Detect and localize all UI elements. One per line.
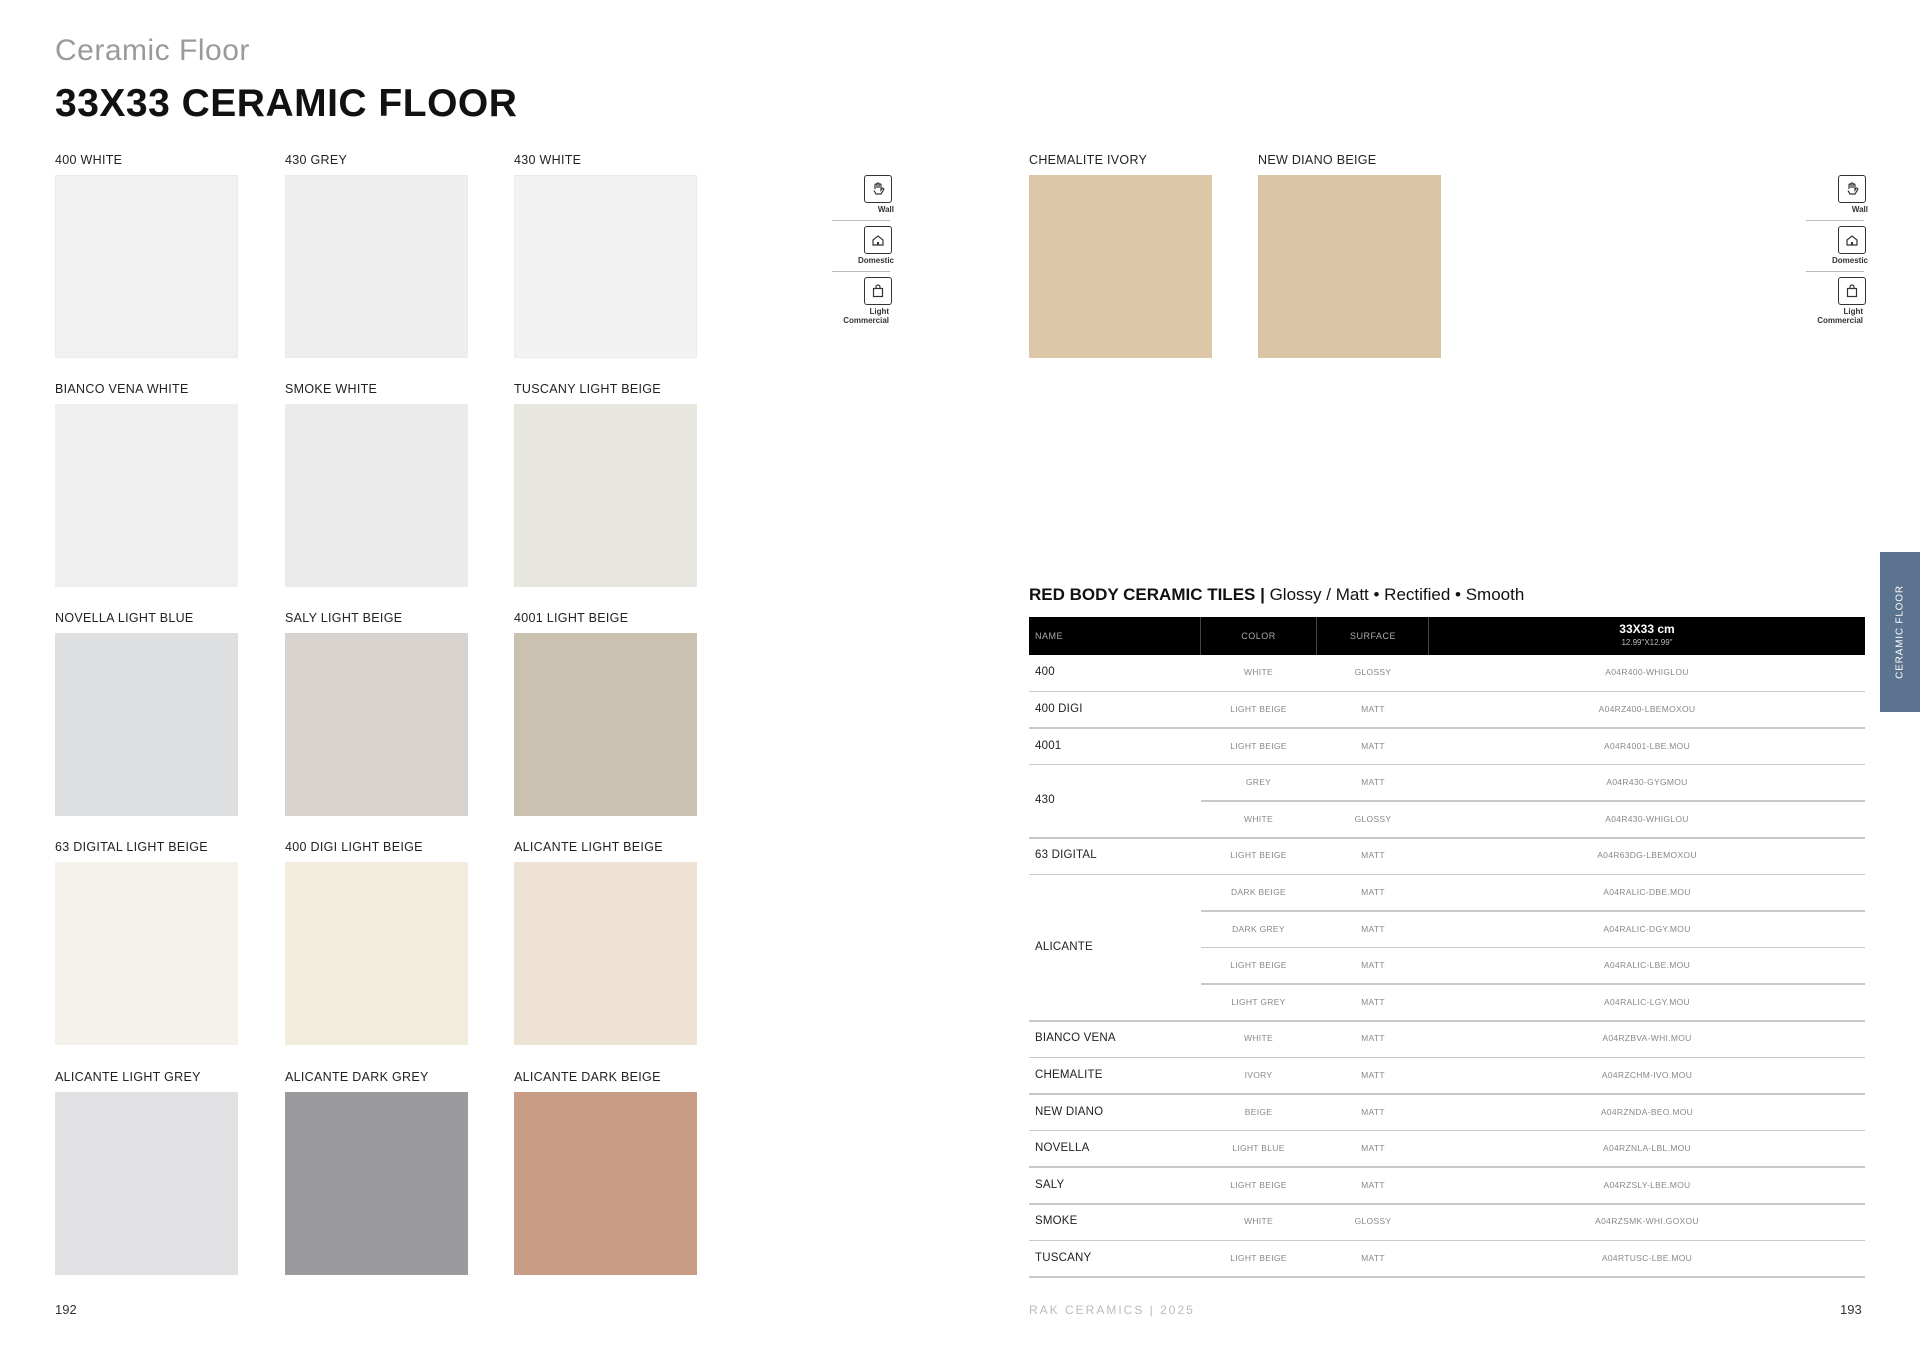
table-cell-color: WHITE xyxy=(1244,1033,1273,1044)
tile-label: ALICANTE DARK GREY xyxy=(285,1070,429,1084)
table-cell-surface: MATT xyxy=(1361,1143,1385,1154)
table-cell-code: A04RZNDA-BEO.MOU xyxy=(1600,1106,1694,1117)
table-cell-color: LIGHT BEIGE xyxy=(1230,703,1287,714)
table-cell-color: DARK GREY xyxy=(1232,923,1285,934)
table-row-name: ALICANTE xyxy=(1035,940,1093,953)
table-row-divider xyxy=(1029,1093,1865,1095)
tile-label: 400 WHITE xyxy=(55,153,123,167)
table-cell-color: BEIGE xyxy=(1244,1106,1273,1117)
table-row-divider xyxy=(1029,1020,1865,1022)
table-row-name: 4001 xyxy=(1035,739,1062,752)
table-cell-code: A04RZCHM-IVO.MOU xyxy=(1601,1069,1693,1080)
tile-swatch xyxy=(285,175,468,358)
tile-swatch xyxy=(285,404,468,587)
table-title-bold: RED BODY CERAMIC TILES | xyxy=(1029,585,1265,604)
table-row-divider xyxy=(1029,874,1865,876)
tile-label: CHEMALITE IVORY xyxy=(1029,153,1148,167)
table-cell-surface: MATT xyxy=(1361,703,1385,714)
table-cell-surface: MATT xyxy=(1361,777,1385,788)
table-cell-color: IVORY xyxy=(1244,1069,1273,1080)
tile-label: ALICANTE LIGHT GREY xyxy=(55,1070,201,1084)
tile-swatch xyxy=(514,633,697,816)
table-cell-surface: MATT xyxy=(1361,1252,1385,1263)
tile-swatch xyxy=(55,1092,238,1275)
usage-icon-label: Domestic xyxy=(857,256,894,265)
table-row-divider xyxy=(1029,1166,1865,1168)
table-cell-code: A04RALIC-DGY.MOU xyxy=(1603,923,1691,934)
tile-label: 400 DIGI LIGHT BEIGE xyxy=(285,840,423,854)
table-row-divider xyxy=(1029,1203,1865,1205)
tile-label: 430 WHITE xyxy=(514,153,582,167)
header-size xyxy=(1429,623,1865,649)
table-cell-color: LIGHT BLUE xyxy=(1232,1143,1285,1154)
table-cell-color: GREY xyxy=(1245,777,1272,788)
bag-icon xyxy=(1838,277,1866,305)
table-row-name: TUSCANY xyxy=(1035,1251,1092,1264)
home-icon xyxy=(864,226,892,254)
tile-label: BIANCO VENA WHITE xyxy=(55,382,189,396)
usage-icon-label: Wall xyxy=(877,205,894,214)
table-cell-surface: MATT xyxy=(1361,996,1385,1007)
side-tab-label: CERAMIC FLOOR xyxy=(1894,585,1906,679)
icon-divider xyxy=(1806,220,1864,221)
hand-icon xyxy=(1838,175,1866,203)
table-row-divider xyxy=(1201,947,1865,949)
table-cell-surface: GLOSSY xyxy=(1354,667,1392,678)
header-name: NAME xyxy=(1035,631,1064,641)
page-number-right: 193 xyxy=(1840,1302,1862,1317)
table-cell-surface: MATT xyxy=(1361,1069,1385,1080)
table-cell-color: LIGHT BEIGE xyxy=(1230,1252,1287,1263)
table-cell-surface: MATT xyxy=(1361,850,1385,861)
section-subtitle: Ceramic Floor xyxy=(55,34,250,67)
table-cell-code: A04RALIC-LGY.MOU xyxy=(1604,996,1690,1007)
usage-icon-label: Domestic xyxy=(1831,256,1868,265)
table-row-name: SMOKE xyxy=(1035,1215,1078,1228)
table-title xyxy=(1029,585,1524,605)
table-row-name: 430 xyxy=(1035,794,1055,807)
table-row-name: 400 xyxy=(1035,666,1055,679)
table-cell-color: WHITE xyxy=(1244,813,1273,824)
table-cell-surface: MATT xyxy=(1361,960,1385,971)
table-row-divider xyxy=(1029,1276,1865,1278)
table-cell-surface: MATT xyxy=(1361,886,1385,897)
table-row-divider xyxy=(1029,1130,1865,1132)
tile-label: 430 GREY xyxy=(285,153,348,167)
table-cell-color: LIGHT BEIGE xyxy=(1230,850,1287,861)
page-number-left: 192 xyxy=(55,1302,77,1317)
table-cell-surface: MATT xyxy=(1361,1179,1385,1190)
table-row-divider xyxy=(1201,800,1865,802)
table-cell-code: A04RZ400-LBEMOXOU xyxy=(1598,703,1696,714)
table-row-divider xyxy=(1029,727,1865,729)
tile-swatch xyxy=(285,1092,468,1275)
tile-label: 63 DIGITAL LIGHT BEIGE xyxy=(55,840,208,854)
tile-swatch xyxy=(55,633,238,816)
usage-icon-label: Wall xyxy=(1851,205,1868,214)
table-row-divider xyxy=(1029,1240,1865,1242)
tile-swatch xyxy=(514,1092,697,1275)
table-cell-surface: MATT xyxy=(1361,1033,1385,1044)
table-cell-surface: MATT xyxy=(1361,740,1385,751)
header-divider-2 xyxy=(1316,617,1317,655)
tile-swatch xyxy=(514,404,697,587)
header-size-cm: 33X33 cm xyxy=(1619,622,1675,636)
footer-brand: RAK CERAMICS | 2025 xyxy=(1029,1303,1195,1317)
table-row-name: NEW DIANO xyxy=(1035,1105,1104,1118)
tile-swatch xyxy=(1029,175,1212,358)
table-cell-code: A04RTUSC-LBE.MOU xyxy=(1601,1252,1693,1263)
side-section-tab xyxy=(1880,552,1920,712)
table-row-name: CHEMALITE xyxy=(1035,1068,1103,1081)
table-cell-surface: MATT xyxy=(1361,923,1385,934)
tile-swatch xyxy=(55,404,238,587)
table-row-name: 400 DIGI xyxy=(1035,702,1083,715)
table-cell-surface: GLOSSY xyxy=(1354,813,1392,824)
table-cell-color: LIGHT BEIGE xyxy=(1230,740,1287,751)
table-cell-surface: MATT xyxy=(1361,1106,1385,1117)
table-cell-code: A04R400-WHIGLOU xyxy=(1605,667,1689,678)
table-row-name: 63 DIGITAL xyxy=(1035,849,1097,862)
table-cell-code: A04RZBVA-WHI.MOU xyxy=(1602,1033,1692,1044)
table-cell-code: A04R63DG-LBEMOXOU xyxy=(1597,850,1697,861)
tile-swatch xyxy=(514,862,697,1045)
tile-label: SMOKE WHITE xyxy=(285,382,378,396)
header-surface: SURFACE xyxy=(1349,631,1396,641)
header-divider-1 xyxy=(1200,617,1201,655)
tile-swatch xyxy=(55,862,238,1045)
home-icon xyxy=(1838,226,1866,254)
tile-swatch xyxy=(55,175,238,358)
table-row-divider xyxy=(1029,837,1865,839)
usage-icon-label: Light Commercial xyxy=(1817,307,1863,325)
table-cell-surface: GLOSSY xyxy=(1354,1216,1392,1227)
bag-icon xyxy=(864,277,892,305)
table-cell-code: A04R430-WHIGLOU xyxy=(1605,813,1689,824)
tile-swatch xyxy=(285,862,468,1045)
table-row-divider xyxy=(1029,1057,1865,1059)
icon-divider xyxy=(1806,271,1864,272)
table-cell-code: A04RZSLY-LBE.MOU xyxy=(1603,1179,1691,1190)
hand-icon xyxy=(864,175,892,203)
tile-label: NOVELLA LIGHT BLUE xyxy=(55,611,194,625)
header-color: COLOR xyxy=(1241,631,1276,641)
header-size-in: 12.99"X12.99" xyxy=(1621,638,1673,647)
table-row-divider xyxy=(1029,691,1865,693)
usage-icon-label: Light Commercial xyxy=(843,307,889,325)
table-cell-code: A04R430-GYGMOU xyxy=(1606,777,1688,788)
tile-swatch xyxy=(514,175,697,358)
tile-swatch xyxy=(1258,175,1441,358)
tile-label: ALICANTE LIGHT BEIGE xyxy=(514,840,663,854)
table-row-name: NOVELLA xyxy=(1035,1142,1090,1155)
table-row-name: BIANCO VENA xyxy=(1035,1032,1116,1045)
table-cell-code: A04RALIC-LBE.MOU xyxy=(1603,960,1691,971)
table-cell-code: A04R4001-LBE.MOU xyxy=(1603,740,1691,751)
table-row-divider xyxy=(1201,983,1865,985)
table-row-name: SALY xyxy=(1035,1178,1065,1191)
tile-label: 4001 LIGHT BEIGE xyxy=(514,611,629,625)
table-cell-color: LIGHT BEIGE xyxy=(1230,960,1287,971)
table-cell-color: LIGHT BEIGE xyxy=(1230,1179,1287,1190)
table-header xyxy=(1029,617,1865,655)
tile-label: NEW DIANO BEIGE xyxy=(1258,153,1377,167)
tile-label: TUSCANY LIGHT BEIGE xyxy=(514,382,661,396)
table-cell-color: WHITE xyxy=(1244,1216,1273,1227)
table-cell-color: WHITE xyxy=(1244,667,1273,678)
table-row-divider xyxy=(1029,764,1865,766)
icon-divider xyxy=(832,220,890,221)
table-cell-color: DARK BEIGE xyxy=(1231,886,1286,897)
tile-label: ALICANTE DARK BEIGE xyxy=(514,1070,661,1084)
page-title: 33X33 CERAMIC FLOOR xyxy=(55,82,518,125)
table-cell-code: A04RZNLA-LBL.MOU xyxy=(1603,1143,1691,1154)
table-cell-code: A04RALIC-DBE.MOU xyxy=(1603,886,1691,897)
table-title-rest: Glossy / Matt • Rectified • Smooth xyxy=(1264,585,1525,604)
table-cell-color: LIGHT GREY xyxy=(1231,996,1286,1007)
tile-label: SALY LIGHT BEIGE xyxy=(285,611,403,625)
table-row-divider xyxy=(1201,910,1865,912)
table-cell-code: A04RZSMK-WHI.GOXOU xyxy=(1595,1216,1699,1227)
tile-swatch xyxy=(285,633,468,816)
icon-divider xyxy=(832,271,890,272)
